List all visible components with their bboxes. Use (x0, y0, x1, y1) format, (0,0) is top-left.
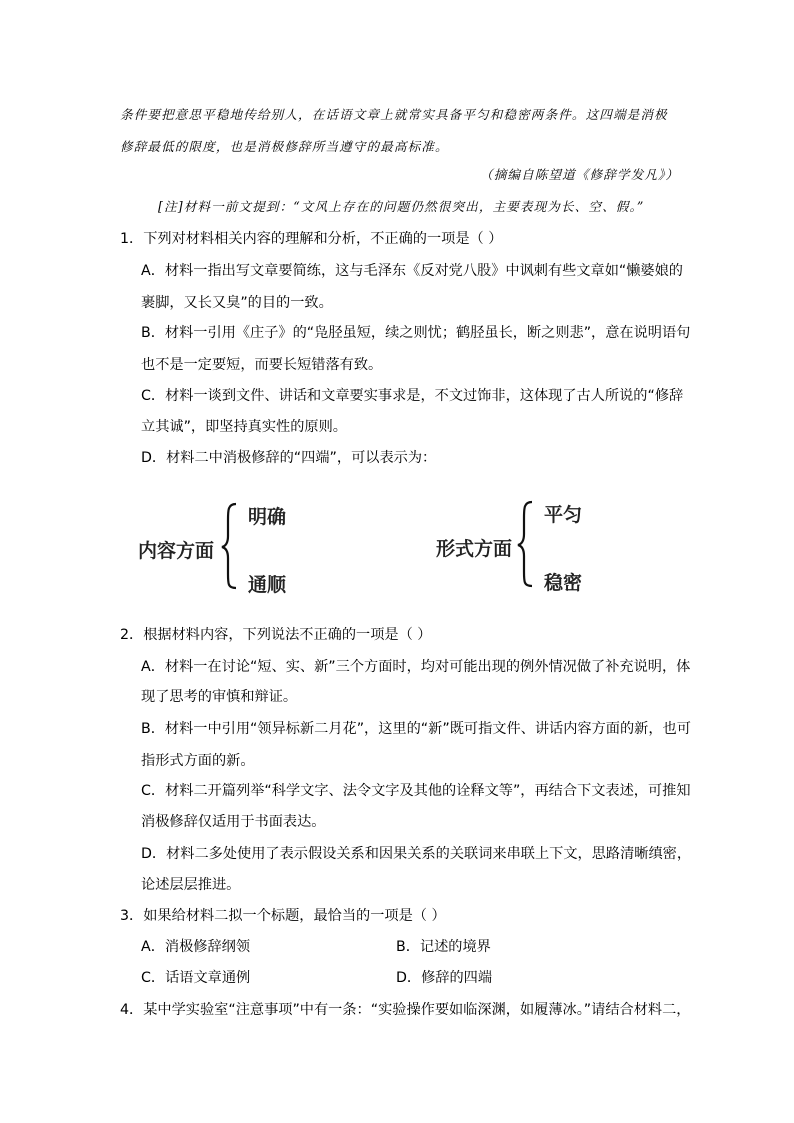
q2-option-c-line2: 消极修辞仅适用于书面表达。 (141, 814, 326, 830)
q3-option-d: D．修辞的四端 (396, 970, 493, 986)
q2-option-d-line2: 论述层层推进。 (141, 877, 241, 893)
q1-option-c-line1: C．材料一谈到文件、讲话和文章要实事求是，不文过饰非，这体现了古人所说的“修辞 (141, 388, 684, 404)
q1-option-d-line1: D．材料二中消极修辞的“四端”，可以表示为： (141, 450, 437, 466)
question-1-stem: 1．下列对材料相关内容的理解和分析，不正确的一项是（ ） (120, 231, 503, 247)
q1-option-a-line1: A．材料一指出写文章要简练，这与毛泽东《反对党八股》中讽刺有些文章如“懒婆娘的 (141, 263, 683, 279)
question-2-stem: 2．根据材料内容，下列说法不正确的一项是（ ） (120, 627, 432, 643)
q3-option-c: C．话语文章通例 (141, 970, 251, 986)
q2-option-b-line2: 指形式方面的新。 (141, 753, 255, 769)
q3-option-a: A．消极修辞纲领 (141, 939, 251, 955)
intro-line-2: 修辞最低的限度，也是消极修辞所当遵守的最高标准。 (120, 139, 449, 154)
q2-option-b-line1: B．材料一中引用“领异标新二月花”，这里的“新”既可指文件、讲话内容方面的新，也可 (141, 721, 691, 737)
source-citation: （摘编自陈望道《修辞学发凡》） (480, 167, 680, 182)
diagram-left-bottom: 通顺 (248, 574, 287, 596)
q3-option-b: B．记述的境界 (396, 939, 491, 955)
q2-option-d-line1: D．材料二多处使用了表示假设关系和因果关系的关联词来串联上下文，思路清晰缜密， (141, 846, 692, 862)
right-brace-icon (516, 498, 536, 588)
q2-option-c-line1: C．材料二开篇列举“科学文字、法令文字及其他的诠释文等”，再结合下文表述，可推知 (141, 783, 691, 799)
q1-option-a-line2: 裹脚，又长又臭”的目的一致。 (141, 295, 333, 311)
diagram-left-top: 明确 (248, 506, 287, 528)
q2-option-a-line1: A．材料一在讨论“短、实、新”三个方面时，均对可能出现的例外情况做了补充说明，体 (141, 659, 691, 675)
diagram-left-label: 内容方面 (138, 540, 215, 562)
q1-option-c-line2: 立其诚”，即坚持真实性的原则。 (141, 419, 347, 435)
q1-option-b-line2: 也不是一定要短，而要长短错落有致。 (141, 357, 383, 373)
left-brace-icon (220, 500, 240, 590)
question-4-stem: 4．某中学实验室“注意事项”中有一条：“实验操作要如临深渊，如履薄冰。”请结合材料二， (120, 1002, 691, 1018)
q1-option-b-line1: B．材料一引用《庄子》的“凫胫虽短，续之则忧；鹤胫虽长，断之则悲”，意在说明语句 (141, 325, 691, 341)
q2-option-a-line2: 现了思考的审慎和辩证。 (141, 689, 298, 705)
intro-line-1: 条件要把意思平稳地传给别人，在话语文章上就常实具备平匀和稳密两条件。这四端是消极 (120, 107, 668, 122)
diagram-right-label: 形式方面 (436, 538, 513, 560)
question-3-stem: 3．如果给材料二拟一个标题，最恰当的一项是（ ） (120, 908, 446, 924)
diagram-right-top: 平匀 (544, 504, 583, 526)
annotation-note: [注]材料一前文提到：“文风上存在的问题仍然很突出，主要表现为长、空、假。” (158, 199, 645, 214)
diagram-right-bottom: 稳密 (544, 572, 583, 594)
